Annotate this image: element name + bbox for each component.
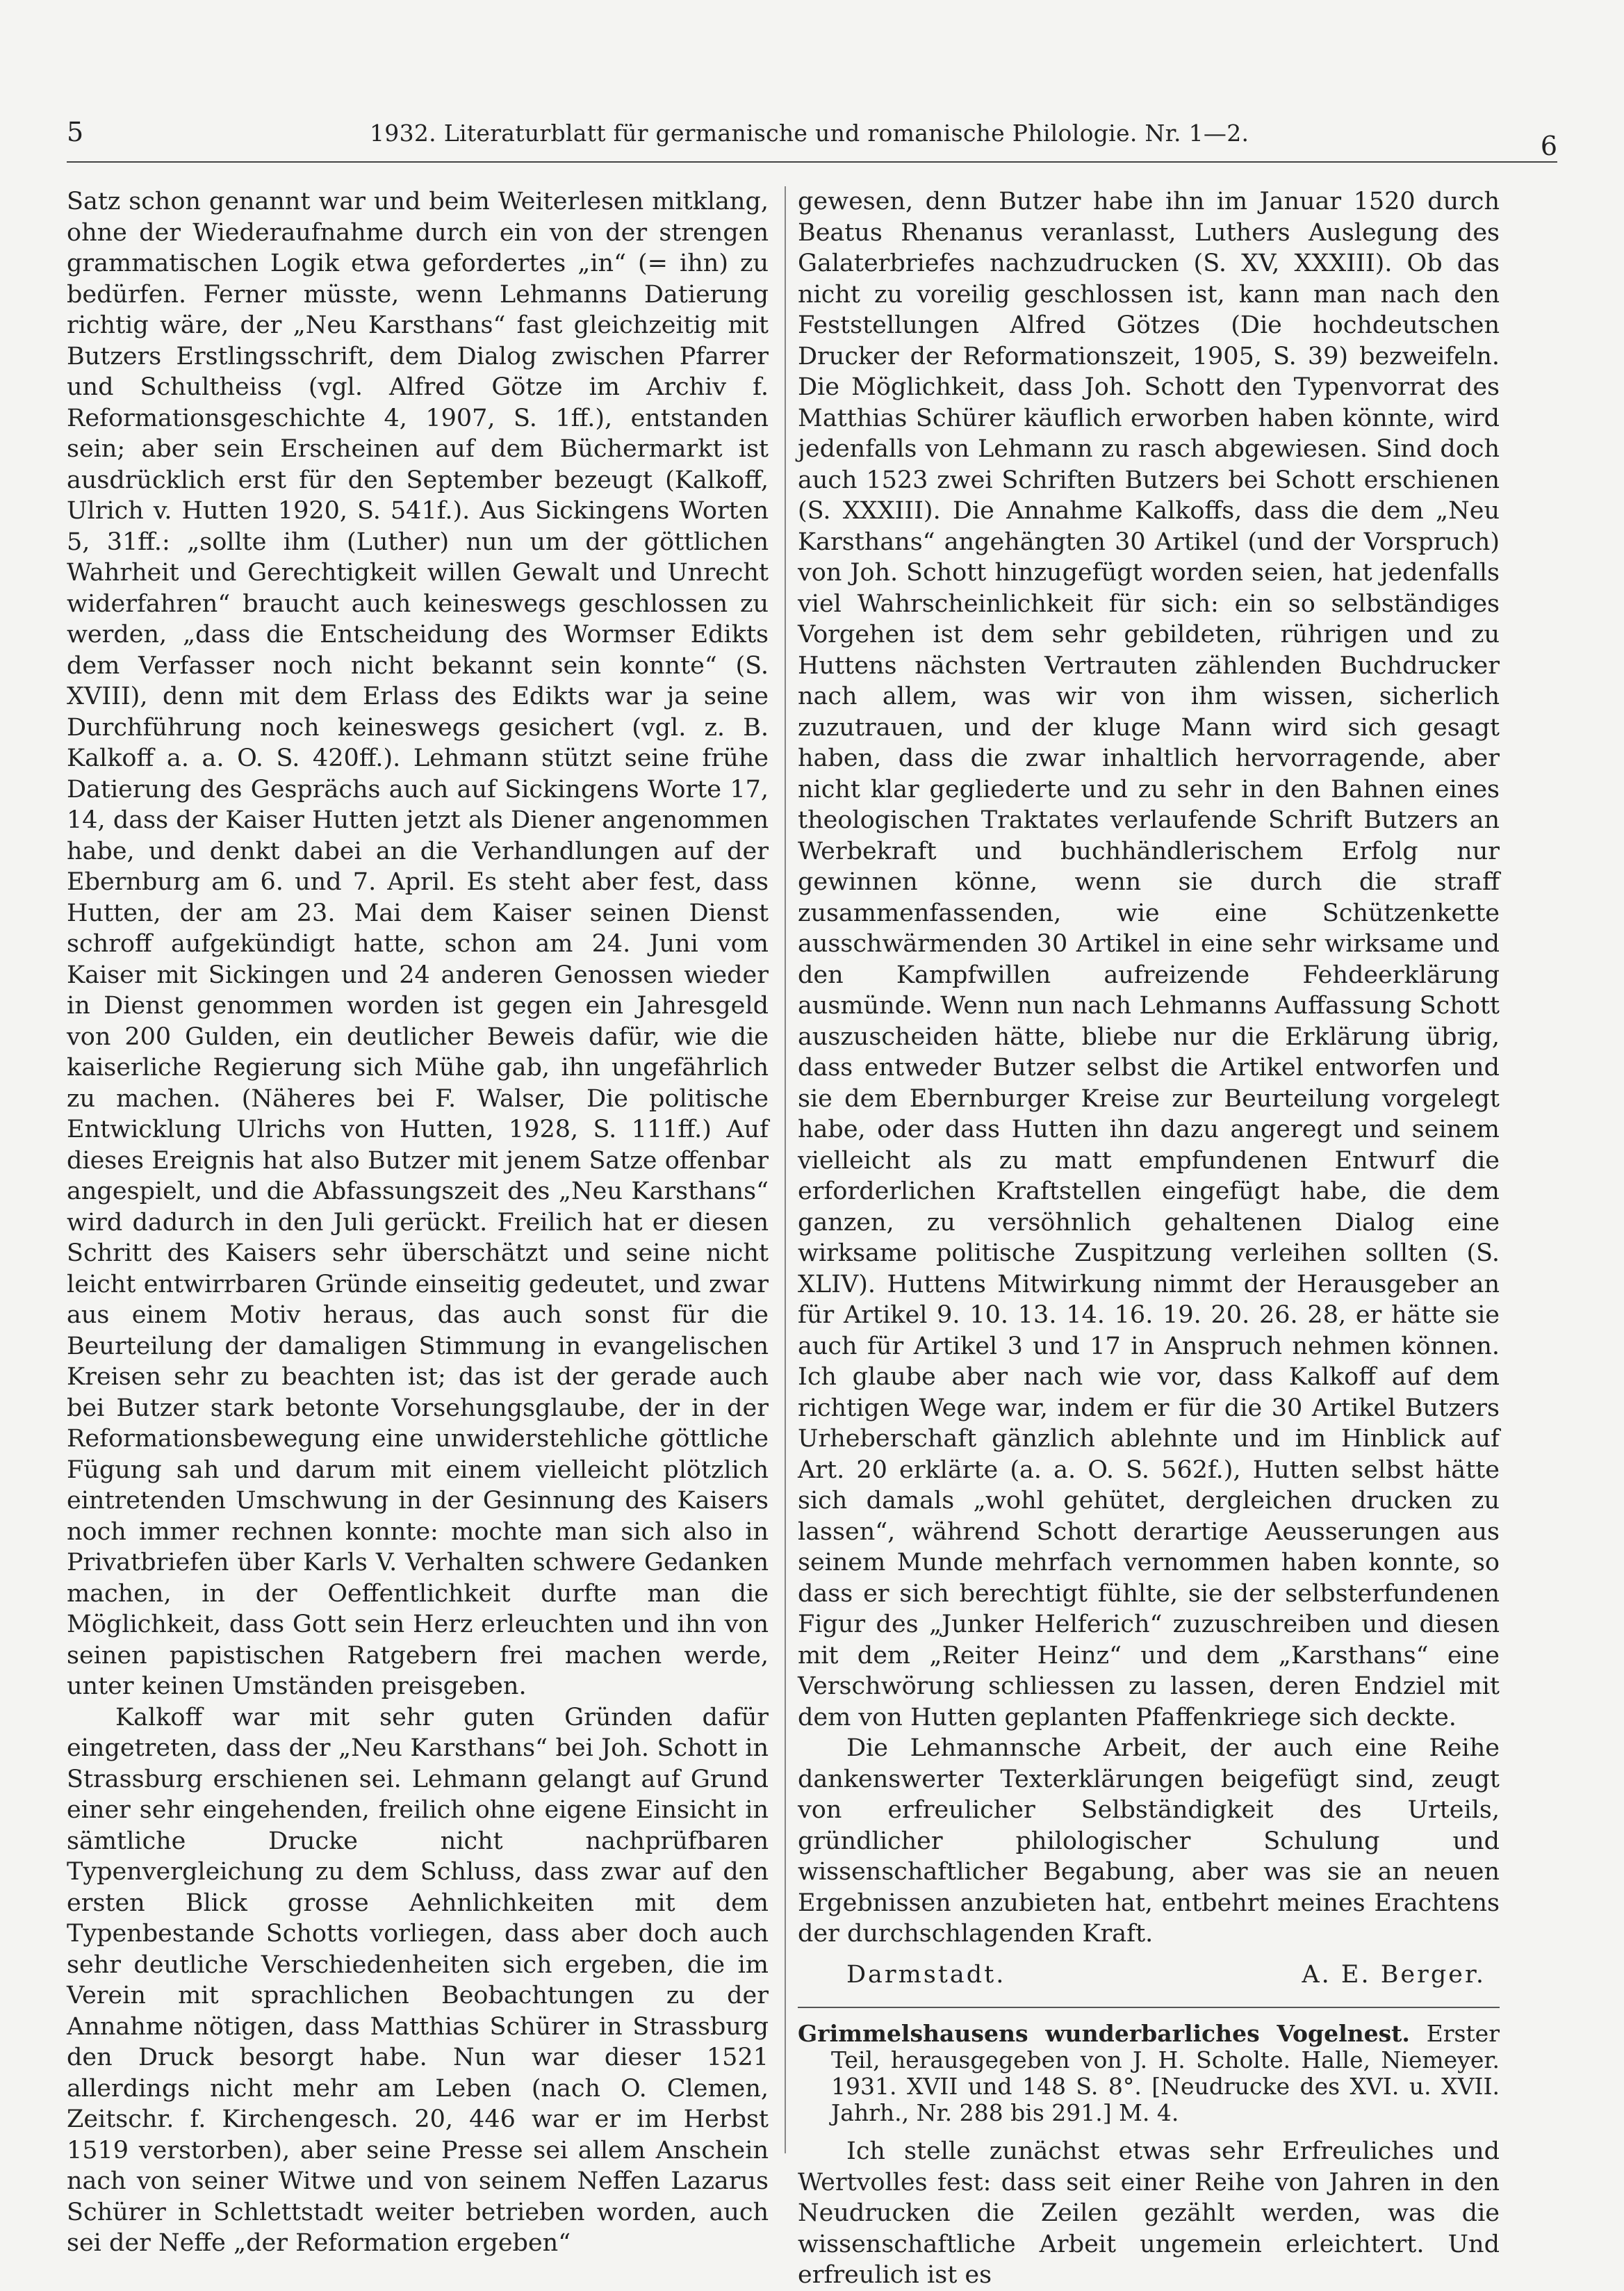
- review-bibliography: Erster Teil, herausgegeben von J. H. Scholte. Halle, Niemeyer. 1931. XVII und 148 S. 8°. [Neudrucke des XVI. u. XVII. Jahrh., Nr. 288 bis 291.] M. 4.: [831, 2020, 1500, 2126]
- right-column: [798, 186, 1500, 2289]
- signature-name: A. E. Berger.: [1302, 1960, 1486, 1989]
- review-signature: [798, 1959, 1500, 1991]
- header-rule: [67, 161, 1557, 163]
- review-heading: [798, 2021, 1500, 2126]
- left-column: [67, 186, 769, 2257]
- review-book-title: Grimmelshausens wunderbarliches Vogelnest.: [798, 2020, 1410, 2047]
- journal-header-title: 1932. Literaturblatt für germanische und romanische Philologie. Nr. 1—2.: [370, 120, 1249, 147]
- right-paragraph-1: gewesen, denn Butzer habe ihn im Januar 1520 durch Beatus Rhenanus veranlasst, Luthers Auslegung des Galaterbriefes nachzudrucken (S. XV, XXXIII). Ob das nicht zu voreilig geschlossen ist, kann man nach den Feststellungen Alfred Götzes (Die hochdeutschen Drucker der Reformationszeit, 1905, S. 39) bezweifeln. Die Möglichkeit, dass Joh. Schott den Typenvorrat des Matthias Schürer käuflich erworben haben könnte, wird jedenfalls von Lehmann zu rasch abgewiesen. Sind doch auch 1523 zwei Schriften Butzers bei Schott erschienen (S. XXXIII). Die Annahme Kalkoffs, dass die dem „Neu Karsthans“ angehängten 30 Artikel (und der Vorspruch) von Joh. Schott hinzugefügt worden seien, hat jedenfalls viel Wahrscheinlichkeit für sich: ein so selbständiges Vorgehen ist dem sehr gebildeten, rührigen und zu Huttens nächsten Vertrauten zählenden Buchdrucker nach allem, was wir von ihm wissen, sicherlich zuzutrauen, und der kluge Mann wird sich gesagt haben, dass die zwar inhaltlich hervorragende, aber nicht klar gegliederte und zu sehr in den Bahnen eines theologischen Traktates verlaufende Schrift Butzers an Werbekraft und buchhändlerischem Erfolg nur gewinnen könne, wenn sie durch die straff zusammenfassenden, wie eine Schützenkette ausschwärmenden 30 Artikel in eine sehr wirksame und den Kampfwillen aufreizende Fehdeerklärung ausmünde. Wenn nun nach Lehmanns Auffassung Schott auszuscheiden hätte, bliebe nur die Erklärung übrig, dass entweder Butzer selbst die Artikel entworfen und sie dem Ebernburger Kreise zur Beurteilung vorgelegt habe, oder dass Hutten ihn dazu angeregt und seinem vielleicht als zu matt empfundenen Entwurf die erforderlichen Kraftstellen eingefügt habe, die dem ganzen, zu versöhnlich gehaltenen Dialog eine wirksame politische Zuspitzung verleihen sollten (S. XLIV). Huttens Mitwirkung nimmt der Herausgeber an für Artikel 9. 10. 13. 14. 16. 19. 20. 26. 28, er hätte sie auch für Artikel 3 und 17 in Anspruch nehmen können. Ich glaube aber nach wie vor, dass Kalkoff auf dem richtigen Wege war, indem er für die 30 Artikel Butzers Urheberschaft gänzlich ablehnte und im Hinblick auf Art. 20 erklärte (a. a. O. S. 562f.), Hutten selbst hätte sich damals „wohl gehütet, dergleichen drucken zu lassen“, während Schott derartige Aeusserungen aus seinem Munde mehrfach vernommen haben konnte, so dass er sich berechtigt fühlte, sie der selbsterfundenen Figur des „Junker Helferich“ zuzuschreiben und diesen mit dem „Reiter Heinz“ und dem „Karsthans“ eine Verschwörung schliessen zu lassen, deren Endziel mit dem von Hutten geplanten Pfaffenkriege sich deckte.: [798, 188, 1500, 1731]
- right-paragraph-2: Die Lehmannsche Arbeit, der auch eine Reihe dankenswerter Texterklärungen beigefügt sind, zeugt von erfreulicher Selbständigkeit des Urteils, gründlicher philologischer Schulung und wissenschaftlicher Begabung, aber was sie an neuen Ergebnissen anzubieten hat, entbehrt meines Erachtens der durchschlagenden Kraft.: [798, 1734, 1500, 1948]
- section-rule: [798, 2007, 1500, 2008]
- left-paragraph-1: Satz schon genannt war und beim Weiterlesen mitklang, ohne der Wiederaufnahme durch ein von der strengen grammatischen Logik etwa gefordertes „in“ (= ihn) zu bedürfen. Ferner müsste, wenn Lehmanns Datierung richtig wäre, der „Neu Karsthans“ fast gleichzeitig mit Butzers Erstlingsschrift, dem Dialog zwischen Pfarrer und Schultheiss (vgl. Alfred Götze im Archiv f. Reformationsgeschichte 4, 1907, S. 1ff.), entstanden sein; aber sein Erscheinen auf dem Büchermarkt ist ausdrücklich erst für den September bezeugt (Kalkoff, Ulrich v. Hutten 1920, S. 541f.). Aus Sickingens Worten 5, 31ff.: „sollte ihm (Luther) nun um der göttlichen Wahrheit und Gerechtigkeit willen Gewalt und Unrecht widerfahren“ braucht auch keineswegs geschlossen zu werden, „dass die Entscheidung des Wormser Edikts dem Verfasser noch nicht bekannt sein konnte“ (S. XVIII), denn mit dem Erlass des Edikts war ja seine Durchführung noch keineswegs gesichert (vgl. z. B. Kalkoff a. a. O. S. 420ff.). Lehmann stützt seine frühe Datierung des Gesprächs auch auf Sickingens Worte 17, 14, dass der Kaiser Hutten jetzt als Diener angenommen habe, und denkt dabei an die Verhandlungen auf der Ebernburg am 6. und 7. April. Es steht aber fest, dass Hutten, der am 23. Mai dem Kaiser seinen Dienst schroff aufgekündigt hatte, schon am 24. Juni vom Kaiser mit Sickingen und 24 anderen Genossen wieder in Dienst genommen worden ist gegen ein Jahresgeld von 200 Gulden, ein deutlicher Beweis dafür, wie die kaiserliche Regierung sich Mühe gab, ihn ungefährlich zu machen. (Näheres bei F. Walser, Die politische Entwicklung Ulrichs von Hutten, 1928, S. 111ff.) Auf dieses Ereignis hat also Butzer mit jenem Satze offenbar angespielt, und die Abfassungszeit des „Neu Karsthans“ wird dadurch in den Juli gerückt. Freilich hat er diesen Schritt des Kaisers sehr überschätzt und seine nicht leicht entwirrbaren Gründe einseitig gedeutet, und zwar aus einem Motiv heraus, das auch sonst für die Beurteilung der damaligen Stimmung in evangelischen Kreisen sehr zu beachten ist; das ist der gerade auch bei Butzer stark betonte Vorsehungsglaube, der in der Reformationsbewegung eine unwiderstehliche göttliche Fügung sah und darum mit einem vielleicht plötzlich eintretenden Umschwung in der Gesinnung des Kaisers noch immer rechnen konnte: mochte man sich also in Privatbriefen über Karls V. Verhalten schwere Gedanken machen, in der Oeffentlichkeit durfte man die Möglichkeit, dass Gott sein Herz erleuchten und ihn von seinen papistischen Ratgebern frei machen werde, unter keinen Umständen preisgeben.: [67, 188, 769, 1700]
- page-number-left: 5: [67, 117, 84, 147]
- running-head: [67, 111, 1557, 160]
- signature-place: Darmstadt.: [846, 1960, 1006, 1989]
- left-paragraph-2: Kalkoff war mit sehr guten Gründen dafür eingetreten, dass der „Neu Karsthans“ bei Joh. Schott in Strassburg erschienen sei. Lehmann gelangt auf Grund einer sehr eingehenden, freilich ohne eigene Einsicht in sämtliche Drucke nicht nachprüfbaren Typenvergleichung zu dem Schluss, dass zwar auf den ersten Blick grosse Aehnlichkeiten mit dem Typenbestande Schotts vorliegen, dass aber doch auch sehr deutliche Verschiedenheiten sich ergeben, die im Verein mit sprachlichen Beobachtungen zu der Annahme nötigen, dass Matthias Schürer in Strassburg den Druck besorgt habe. Nun war dieser 1521 allerdings nicht mehr am Leben (nach O. Clemen, Zeitschr. f. Kirchengesch. 20, 446 war er im Herbst 1519 verstorben), aber seine Presse sei allem Anschein nach von seiner Witwe und von seinem Neffen Lazarus Schürer in Schlettstadt weiter betrieben worden, auch sei der Neffe „der Reformation ergeben“: [67, 1703, 769, 2257]
- column-divider: [785, 186, 786, 2153]
- page-number-right: 6: [1540, 131, 1557, 161]
- right-paragraph-3: Ich stelle zunächst etwas sehr Erfreuliches und Wertvolles fest: dass seit einer Reihe von Jahren in den Neudrucken die Zeilen gezählt werden, was die wissenschaftliche Arbeit ungemein erleichtert. Und erfreulich ist es: [798, 2137, 1500, 2289]
